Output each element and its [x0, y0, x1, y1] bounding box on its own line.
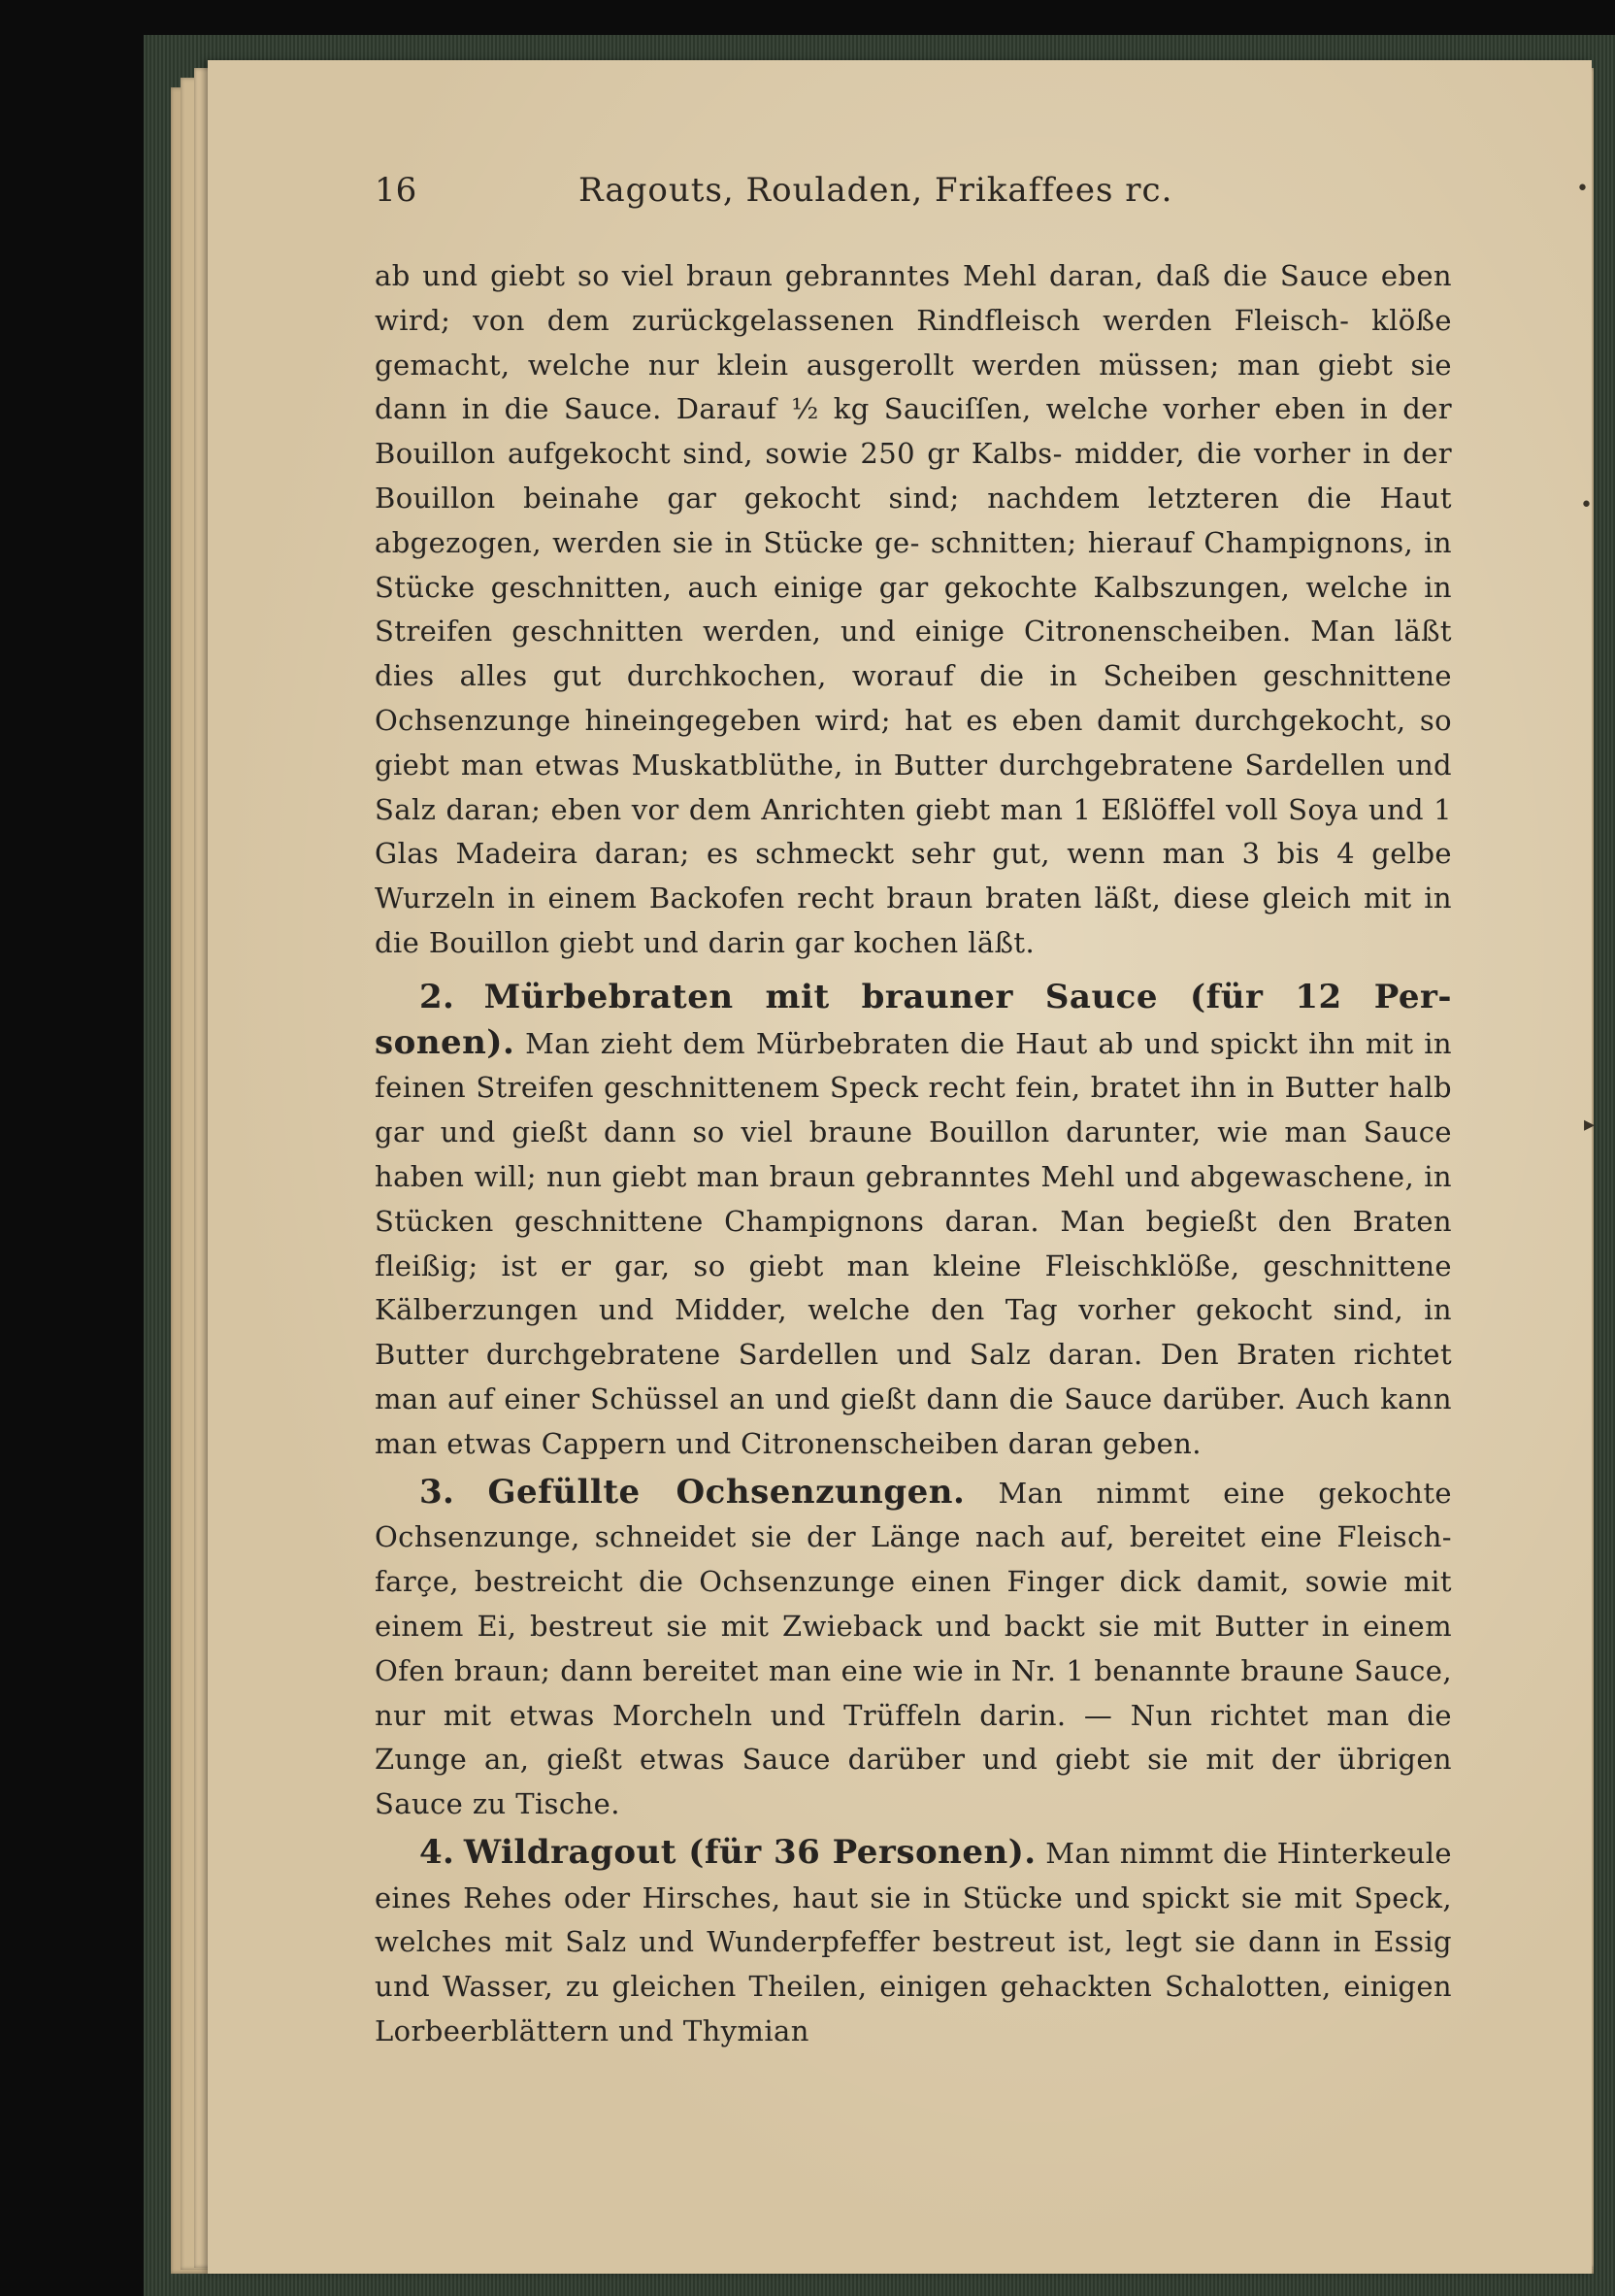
recipe-text: Man zieht dem Mürbebraten die Haut ab und spickt ihn mit in feinen Streifen geschnittenem Speck recht fein, bratet ihn in Butter halb gar und gießt dann so viel braune Bouillon darunter, wie man Sauce haben will; nun giebt man braun gebranntes Mehl und abgewaschene, in Stücken geschnittene Champignons daran. Man begießt den Braten fleißig; ist er gar, so giebt man kleine Fleischklöße, geschnittene Kälberzungen und Midder, welche den Tag vorher gekocht sind, in Butter durchgebratene Sardellen und Salz daran. Den Braten richtet man auf einer Schüssel an und gießt dann die Sauce darüber. Auch kann man etwas Cappern und Citronenscheiben daran geben. [375, 1026, 1452, 1460]
recipe-title: Wildragout (für 36 Personen). [463, 1832, 1037, 1872]
recipe-paragraph [375, 1471, 1452, 1827]
recipe-number: 2. [419, 977, 455, 1016]
margin-mark: ▸ [1584, 1113, 1596, 1137]
margin-mark: • [1580, 493, 1593, 517]
margin-mark: • [1576, 177, 1589, 201]
recipe-paragraph [375, 976, 1452, 1467]
intro-paragraph: ab und giebt so viel braun gebranntes Mehl daran, daß die Sauce eben wird; von dem zurückgelassenen Rindfleisch werden Fleisch- klöße gemacht, welche nur klein ausgerollt werden müssen; man giebt sie dann in die Sauce. Darauf ½ kg Sauciſſen, welche vorher eben in der Bouillon aufgekocht sind, sowie 250 gr Kalbs- midder, die vorher in der Bouillon beinahe gar gekocht sind; nachdem letzteren die Haut abgezogen, werden sie in Stücke ge- schnitten; hierauf Champignons, in Stücke geschnitten, auch einige gar gekochte Kalbszungen, welche in Streifen geschnitten werden, und einige Citronenscheiben. Man läßt dies alles gut durchkochen, worauf die in Scheiben geschnittene Ochsenzunge hineingegeben wird; hat es eben damit durchgekocht, so giebt man etwas Muskatblüthe, in Butter durchgebratene Sardellen und Salz daran; eben vor dem Anrichten giebt man 1 Eßlöffel voll Soya und 1 Glas Madeira daran; es schmeckt sehr gut, wenn man 3 bis 4 gelbe Wurzeln in einem Backofen recht braun braten läßt, diese gleich mit in die Bouillon giebt und darin gar kochen läßt. [375, 259, 1452, 959]
recipe-title: Mürbebraten mit brauner Sauce (für 12 Per- sonen). [375, 977, 1452, 1062]
recipe-title: Gefüllte Ochsenzungen. [487, 1472, 966, 1512]
recipe-number: 4. [419, 1832, 455, 1872]
recipe-paragraph [375, 1831, 1452, 2054]
recipe-text: Man nimmt die Hinterkeule eines Rehes oder Hirsches, haut sie in Stücke und spickt sie mit Speck, welches mit Salz und Wunderpfeffer bestreut ist, legt sie dann in Essig und Wasser, zu gleichen Theilen, einigen gehackten Schalotten, einigen Lorbeerblättern und Thymian [375, 1836, 1452, 2048]
running-title: Ragouts, Rouladen, Frikaffees rc. [578, 171, 1173, 210]
page-body [375, 254, 1452, 2054]
page-header [375, 171, 1452, 225]
recipe-number: 3. [419, 1472, 455, 1512]
recipe-text: Man nimmt eine gekochte Ochsenzunge, schneidet sie der Länge nach auf, bereitet eine Fleisch- farçe, bestreicht die Ochsenzunge einen Finger dick damit, sowie mit einem Ei, bestreut sie mit Zwieback und backt sie mit Butter in einem Ofen braun; dann bereitet man eine wie in Nr. 1 benannte braune Sauce, nur mit etwas Morcheln und Trüffeln darin. — Nun richtet man die Zunge an, gießt etwas Sauce darüber und giebt sie mit der übrigen Sauce zu Tische. [375, 1476, 1452, 1821]
page-number: 16 [375, 171, 417, 210]
